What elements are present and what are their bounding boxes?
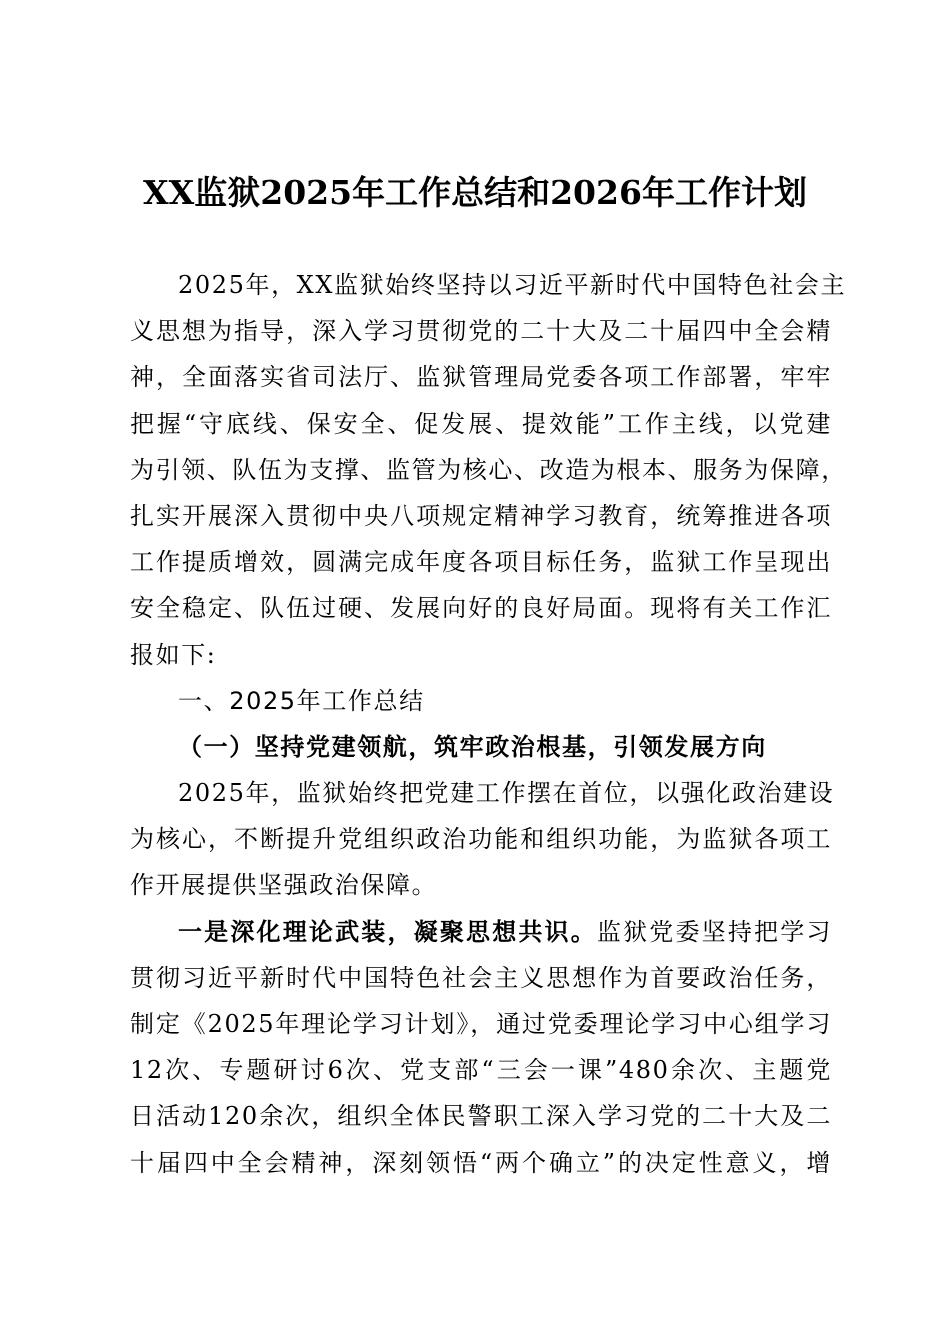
point-one-first-rest: 监狱党委坚持把学习 <box>596 917 832 946</box>
point-one-line: 12次、专题研讨6次、党支部“三会一课”480余次、主题党 <box>130 1056 832 1085</box>
intro-line: 为引领、队伍为支撑、监管为核心、改造为根本、服务为保障， <box>130 455 847 484</box>
intro-line: 把握“守底线、保安全、促发展、提效能”工作主线，以党建 <box>130 409 832 438</box>
point-one-line: 贯彻习近平新时代中国特色社会主义思想作为首要政治任务， <box>130 963 832 992</box>
subsection-intro-line: 作开展提供坚强政治保障。 <box>130 871 438 900</box>
point-one-line: 十届四中全会精神，深刻领悟“两个确立”的决定性意义，增 <box>130 1148 832 1177</box>
point-one-line: 日活动120余次，组织全体民警职工深入学习党的二十大及二 <box>130 1102 832 1131</box>
intro-line: 2025年，XX监狱始终坚持以习近平新时代中国特色社会主 <box>178 271 847 299</box>
intro-line: 报如下: <box>130 640 217 669</box>
point-one-line: 制定《2025年理论学习计划》，通过党委理论学习中心组学习 <box>130 1010 832 1038</box>
point-one-first-line <box>130 909 832 955</box>
intro-line: 扎实开展深入贯彻中央八项规定精神学习教育，统筹推进各项 <box>130 501 832 530</box>
document-title: XX监狱2025年工作总结和2026年工作计划 <box>143 173 807 212</box>
document-body <box>130 262 847 1186</box>
subsection-intro-line: 为核心，不断提升党组织政治功能和组织功能，为监狱各项工 <box>130 825 832 854</box>
point-one-lead: 一是深化理论武装，凝聚思想共识。 <box>178 916 597 946</box>
section-heading: 一、2025年工作总结 <box>178 686 425 715</box>
subsection-intro-line: 2025年，监狱始终把党建工作摆在首位，以强化政治建设 <box>178 779 835 808</box>
intro-line: 神，全面落实省司法厅、监狱管理局党委各项工作部署，牢牢 <box>130 363 832 392</box>
intro-line: 义思想为指导，深入学习贯彻党的二十大及二十届四中全会精 <box>130 317 832 346</box>
intro-line: 安全稳定、队伍过硬、发展向好的良好局面。现将有关工作汇 <box>130 594 832 623</box>
intro-line: 工作提质增效，圆满完成年度各项目标任务，监狱工作呈现出 <box>130 548 832 577</box>
subsection-heading: （一）坚持党建领航，筑牢政治根基，引领发展方向 <box>178 731 767 761</box>
